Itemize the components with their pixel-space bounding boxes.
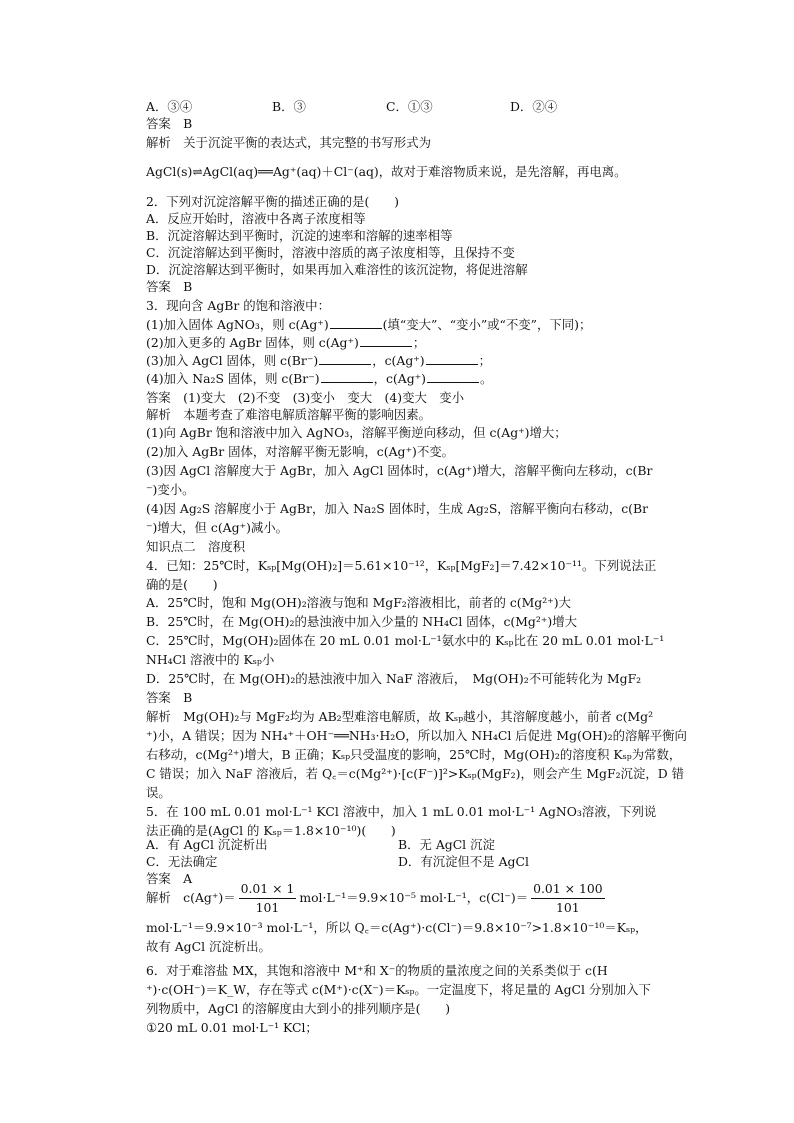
text-line: 解析 关于沉淀平衡的表达式，其完整的书写形式为 <box>146 135 431 150</box>
fraction-ag-denominator: 101 <box>255 900 280 915</box>
q3-item-4-mid: ，c(Ag⁺) <box>373 371 426 386</box>
text-line: 3．现向含 AgBr 的饱和溶液中： <box>146 298 330 313</box>
text-line: 解析 本题考查了难溶电解质溶解平衡的影响因素。 <box>146 407 431 422</box>
text-line: 误。 <box>146 785 171 800</box>
answer-blank <box>427 370 479 383</box>
text-line: (2)加入 AgBr 固体，对溶解平衡无影响，c(Ag⁺)不变。 <box>146 444 455 459</box>
q5-option-d: D．有沉淀但不是 AgCl <box>398 854 529 869</box>
text-line: 右移动，c(Mg²⁺)增大，B 正确；Kₛₚ只受温度的影响，25℃时，Mg(OH)₂的溶度积 Kₛₚ为常数， <box>146 747 682 762</box>
text-line: A．25℃时，饱和 Mg(OH)₂溶液与饱和 MgF₂溶液相比，前者的 c(Mg²⁺)大 <box>146 595 571 610</box>
q5-option-a: A．有 AgCl 沉淀析出 <box>146 837 268 852</box>
q5-option-b: B．无 AgCl 沉淀 <box>398 837 495 852</box>
q1-option-c: C．①③ <box>386 99 433 114</box>
q3-item-1-tail: (填“变大”、“变小”或“不变”，下同)； <box>382 317 592 332</box>
answer-blank <box>321 370 373 383</box>
text-line: 答案 B <box>146 279 193 294</box>
q1-option-d: D．②④ <box>510 99 558 114</box>
text-line: NH₄Cl 溶液中的 Kₛₚ小 <box>146 652 275 667</box>
answer-blank <box>319 352 371 365</box>
q3-item-3-tail: ； <box>478 353 492 368</box>
q1-option-a: A．③④ <box>146 99 193 114</box>
text-line: D．沉淀溶解达到平衡时，如果再加入难溶性的该沉淀物，将促进溶解 <box>146 262 528 277</box>
text-line: A．反应开始时，溶液中各离子浓度相等 <box>146 211 366 226</box>
q3-item-3-mid: ，c(Ag⁺) <box>372 353 425 368</box>
fraction-cl-denominator: 101 <box>556 900 580 915</box>
text-line: 5．在 100 mL 0.01 mol·L⁻¹ KCl 溶液中，加入 1 mL 0.01 mol·L⁻¹ AgNO₃溶液，下列说 <box>146 804 657 819</box>
text-line: 4．已知：25℃时，Kₛₚ[Mg(OH)₂]＝5.61×10⁻¹²，Kₛₚ[MgF₂]＝7.42×10⁻¹¹。下列说法正 <box>146 558 657 573</box>
q5-calc-line <box>146 880 608 917</box>
q3-item-3 <box>146 352 491 370</box>
q3-item-2 <box>146 334 425 352</box>
fraction-cl-numerator: 0.01 × 100 <box>531 880 605 899</box>
text-line: mol·L⁻¹＝9.9×10⁻³ mol·L⁻¹，所以 Q꜀＝c(Ag⁺)·c(Cl⁻)＝9.8×10⁻⁷>1.8×10⁻¹⁰＝Kₛₚ， <box>146 920 648 935</box>
text-line: ⁻)变小。 <box>146 482 195 497</box>
text-line: 答案 A <box>146 871 193 886</box>
fraction-ag <box>239 880 297 917</box>
q5-option-c: C．无法确定 <box>146 854 218 869</box>
text-line: 答案 B <box>146 116 193 131</box>
text-line: 答案 (1)变大 (2)不变 (3)变小 变大 (4)变大 变小 <box>146 390 465 405</box>
answer-blank <box>330 316 382 329</box>
text-line: (4)因 Ag₂S 溶解度小于 AgBr，加入 Na₂S 固体时，生成 Ag₂S，溶解平衡向右移动，c(Br <box>146 501 649 516</box>
q3-item-3-text: (3)加入 AgCl 固体，则 c(Br⁻) <box>146 353 319 368</box>
answer-blank <box>360 334 412 347</box>
text-line: D．25℃时，在 Mg(OH)₂的悬浊液中加入 NaF 溶液后， Mg(OH)₂不可能转化为 MgF₂ <box>146 671 642 686</box>
text-line: 知识点二 溶度积 <box>146 539 246 554</box>
q3-item-4 <box>146 370 492 388</box>
text-line: ⁻)增大，但 c(Ag⁺)减小。 <box>146 520 289 535</box>
q3-item-4-tail: 。 <box>480 371 493 386</box>
q1-option-b: B．③ <box>272 99 306 114</box>
text-line: 列物质中，AgCl 的溶解度由大到小的排列顺序是( ) <box>146 1001 451 1016</box>
text-line: ①20 mL 0.01 mol·L⁻¹ KCl； <box>146 1020 318 1035</box>
text-line: C 错误；加入 NaF 溶液后，若 Q꜀＝c(Mg²⁺)·[c(F⁻)]²>Kₛₚ(MgF₂)，则会产生 MgF₂沉淀，D 错 <box>146 766 684 781</box>
text-line: AgCl(s)⇌AgCl(aq)══Ag⁺(aq)＋Cl⁻(aq)，故对于难溶物质来说，是先溶解，再电离。 <box>146 164 627 179</box>
fraction-cl <box>531 880 605 917</box>
text-line: 确的是( ) <box>146 577 218 592</box>
q3-item-4-text: (4)加入 Na₂S 固体，则 c(Br⁻) <box>146 371 320 386</box>
q3-item-2-tail: ； <box>412 335 426 350</box>
answer-blank <box>426 352 478 365</box>
text-line: C．沉淀溶解达到平衡时，溶液中溶质的离子浓度相等，且保持不变 <box>146 245 515 260</box>
q5-calc-mid: mol·L⁻¹＝9.9×10⁻⁵ mol·L⁻¹，c(Cl⁻)＝ <box>299 890 529 905</box>
text-line: B．25℃时，在 Mg(OH)₂的悬浊液中加入少量的 NH₄Cl 固体，c(Mg²⁺)增大 <box>146 614 577 629</box>
text-line: B．沉淀溶解达到平衡时，沉淀的速率和溶解的速率相等 <box>146 228 453 243</box>
text-line: (3)因 AgCl 溶解度大于 AgBr，加入 AgCl 固体时，c(Ag⁺)增大，溶解平衡向左移动，c(Br <box>146 463 653 478</box>
text-line: ⁺)·c(OH⁻)＝K_W，存在等式 c(M⁺)·c(X⁻)＝Kₛₚ。一定温度下，将足量的 AgCl 分别加入下 <box>146 982 651 997</box>
fraction-ag-numerator: 0.01 × 1 <box>239 880 297 899</box>
q3-item-2-text: (2)加入更多的 AgBr 固体，则 c(Ag⁺) <box>146 335 359 350</box>
text-line: C．25℃时，Mg(OH)₂固体在 20 mL 0.01 mol·L⁻¹氨水中的 Kₛₚ比在 20 mL 0.01 mol·L⁻¹ <box>146 633 665 648</box>
text-line: 法正确的是(AgCl 的 Kₛₚ＝1.8×10⁻¹⁰)( ) <box>146 823 396 838</box>
q5-calc-lead: 解析 c(Ag⁺)＝ <box>146 890 236 905</box>
q3-item-1 <box>146 316 591 334</box>
text-line: 2．下列对沉淀溶解平衡的描述正确的是( ) <box>146 194 399 209</box>
text-line: 答案 B <box>146 690 193 705</box>
text-line: 6．对于难溶盐 MX，其饱和溶液中 M⁺和 X⁻的物质的量浓度之间的关系类似于 c(H <box>146 963 608 978</box>
text-line: 解析 Mg(OH)₂与 MgF₂均为 AB₂型难溶电解质，故 Kₛₚ越小，其溶解度越小，前者 c(Mg² <box>146 709 654 724</box>
text-line: 故有 AgCl 沉淀析出。 <box>146 939 271 954</box>
text-line: (1)向 AgBr 饱和溶液中加入 AgNO₃，溶解平衡逆向移动，但 c(Ag⁺)增大； <box>146 425 567 440</box>
text-line: ⁺)小，A 错误；因为 NH₄⁺＋OH⁻══NH₃·H₂O，所以加入 NH₄Cl 后促进 Mg(OH)₂的溶解平衡向 <box>146 728 687 743</box>
q3-item-1-text: (1)加入固体 AgNO₃，则 c(Ag⁺) <box>146 317 329 332</box>
